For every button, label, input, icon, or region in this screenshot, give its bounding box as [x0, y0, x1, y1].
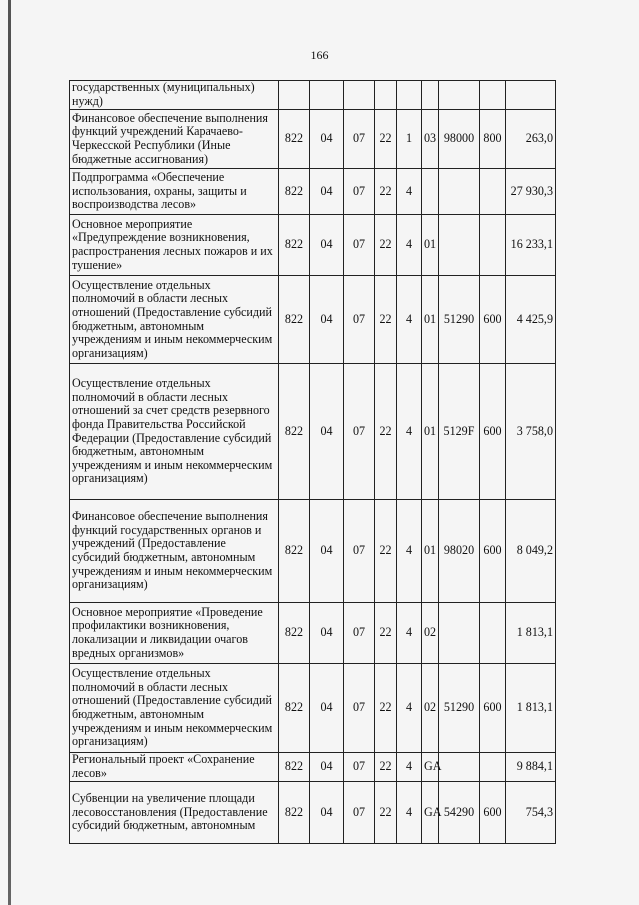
cell-p2: 4: [397, 782, 422, 844]
cell-p1: 22: [375, 782, 397, 844]
cell-sum: 9 884,1: [506, 753, 556, 782]
cell-name: Региональный проект «Сохранение лесов»: [70, 753, 279, 782]
cell-adm: 822: [279, 276, 310, 364]
cell-sum: 754,3: [506, 782, 556, 844]
budget-table: [69, 80, 556, 844]
cell-adm: 822: [279, 110, 310, 169]
cell-ts: 5129F: [439, 364, 480, 500]
table-row: [70, 276, 556, 364]
cell-p2: [397, 81, 422, 110]
cell-rz: 04: [310, 276, 344, 364]
cell-ts: [439, 603, 480, 664]
table-row: [70, 364, 556, 500]
table-row: [70, 110, 556, 169]
cell-p3: 03: [422, 110, 439, 169]
cell-vr: [480, 169, 506, 215]
cell-p3: [422, 169, 439, 215]
cell-name: государственных (муниципальных) нужд): [70, 81, 279, 110]
cell-p2: 4: [397, 664, 422, 753]
cell-adm: 822: [279, 753, 310, 782]
cell-sum: 263,0: [506, 110, 556, 169]
cell-ts: [439, 81, 480, 110]
cell-pr: 07: [344, 603, 375, 664]
cell-p3: GA: [422, 782, 439, 844]
cell-pr: 07: [344, 364, 375, 500]
cell-rz: 04: [310, 215, 344, 276]
cell-pr: [344, 81, 375, 110]
cell-p3: 02: [422, 603, 439, 664]
cell-sum: 27 930,3: [506, 169, 556, 215]
cell-p2: 4: [397, 603, 422, 664]
cell-p2: 4: [397, 500, 422, 603]
cell-rz: 04: [310, 753, 344, 782]
cell-pr: 07: [344, 500, 375, 603]
cell-sum: 16 233,1: [506, 215, 556, 276]
cell-adm: [279, 81, 310, 110]
page-number: 166: [310, 48, 329, 62]
cell-adm: 822: [279, 169, 310, 215]
cell-vr: [480, 753, 506, 782]
scan-edge: [8, 0, 11, 905]
cell-p2: 4: [397, 364, 422, 500]
cell-vr: [480, 81, 506, 110]
cell-pr: 07: [344, 664, 375, 753]
cell-ts: 51290: [439, 276, 480, 364]
cell-pr: 07: [344, 169, 375, 215]
table-row: [70, 664, 556, 753]
table-row: [70, 500, 556, 603]
cell-name: Осуществление отдельных полномочий в области лесных отношений (Предоставление субсидий бюджетным, автономным учреждениям и иным некоммерческим организациям): [70, 664, 279, 753]
cell-p1: 22: [375, 603, 397, 664]
cell-sum: [506, 81, 556, 110]
cell-rz: [310, 81, 344, 110]
cell-adm: 822: [279, 782, 310, 844]
cell-adm: 822: [279, 500, 310, 603]
cell-vr: 600: [480, 276, 506, 364]
cell-adm: 822: [279, 664, 310, 753]
table-row: [70, 603, 556, 664]
cell-p2: 4: [397, 169, 422, 215]
cell-p3: 01: [422, 276, 439, 364]
cell-rz: 04: [310, 782, 344, 844]
cell-sum: 4 425,9: [506, 276, 556, 364]
cell-vr: [480, 603, 506, 664]
cell-vr: [480, 215, 506, 276]
cell-adm: 822: [279, 603, 310, 664]
cell-vr: 600: [480, 664, 506, 753]
cell-ts: [439, 753, 480, 782]
cell-p1: 22: [375, 500, 397, 603]
cell-p1: [375, 81, 397, 110]
cell-sum: 1 813,1: [506, 664, 556, 753]
cell-name: Основное мероприятие «Проведение профилактики возникновения, локализации и ликвидации очагов вредных организмов»: [70, 603, 279, 664]
cell-rz: 04: [310, 110, 344, 169]
cell-ts: 98020: [439, 500, 480, 603]
cell-name: Финансовое обеспечение выполнения функций учреждений Карачаево-Черкесской Республики (Иные бюджетные ассигнования): [70, 110, 279, 169]
cell-sum: 8 049,2: [506, 500, 556, 603]
cell-p1: 22: [375, 664, 397, 753]
cell-vr: 600: [480, 500, 506, 603]
cell-ts: 54290: [439, 782, 480, 844]
cell-name: Финансовое обеспечение выполнения функций государственных органов и учреждений (Предоставление субсидий бюджетным, автономным учреждениям и иным некоммерческим организациям): [70, 500, 279, 603]
cell-p3: 01: [422, 500, 439, 603]
cell-rz: 04: [310, 664, 344, 753]
cell-p2: 4: [397, 215, 422, 276]
cell-sum: 3 758,0: [506, 364, 556, 500]
cell-p3: [422, 81, 439, 110]
cell-p3: 01: [422, 215, 439, 276]
cell-rz: 04: [310, 500, 344, 603]
cell-p3: 02: [422, 664, 439, 753]
cell-p3: 01: [422, 364, 439, 500]
cell-p1: 22: [375, 364, 397, 500]
table-row: [70, 782, 556, 844]
cell-name: Субвенции на увеличение площади лесовосстановления (Предоставление субсидий бюджетным, автономным: [70, 782, 279, 844]
cell-adm: 822: [279, 215, 310, 276]
cell-pr: 07: [344, 276, 375, 364]
cell-p1: 22: [375, 276, 397, 364]
cell-vr: 800: [480, 110, 506, 169]
cell-ts: [439, 215, 480, 276]
cell-pr: 07: [344, 215, 375, 276]
cell-p1: 22: [375, 110, 397, 169]
cell-pr: 07: [344, 782, 375, 844]
cell-p1: 22: [375, 169, 397, 215]
cell-p1: 22: [375, 753, 397, 782]
cell-pr: 07: [344, 753, 375, 782]
cell-name: Подпрограмма «Обеспечение использования, охраны, защиты и воспроизводства лесов»: [70, 169, 279, 215]
cell-rz: 04: [310, 603, 344, 664]
table-row: [70, 169, 556, 215]
cell-name: Осуществление отдельных полномочий в области лесных отношений (Предоставление субсидий бюджетным, автономным учреждениям и иным некоммерческим организациям): [70, 276, 279, 364]
table-row: [70, 215, 556, 276]
cell-p1: 22: [375, 215, 397, 276]
cell-ts: [439, 169, 480, 215]
cell-pr: 07: [344, 110, 375, 169]
cell-p2: 1: [397, 110, 422, 169]
cell-p2: 4: [397, 276, 422, 364]
cell-sum: 1 813,1: [506, 603, 556, 664]
cell-rz: 04: [310, 169, 344, 215]
cell-vr: 600: [480, 782, 506, 844]
cell-p3: GA: [422, 753, 439, 782]
cell-rz: 04: [310, 364, 344, 500]
cell-p2: 4: [397, 753, 422, 782]
cell-name: Осуществление отдельных полномочий в области лесных отношений за счет средств резервного фонда Правительства Российской Федерации (Предоставление субсидий бюджетным, автономным учреждениям и иным некоммерческим организациям): [70, 364, 279, 500]
cell-ts: 51290: [439, 664, 480, 753]
cell-ts: 98000: [439, 110, 480, 169]
table-row: [70, 81, 556, 110]
table-row: [70, 753, 556, 782]
cell-vr: 600: [480, 364, 506, 500]
cell-adm: 822: [279, 364, 310, 500]
cell-name: Основное мероприятие «Предупреждение возникновения, распространения лесных пожаров и их тушение»: [70, 215, 279, 276]
